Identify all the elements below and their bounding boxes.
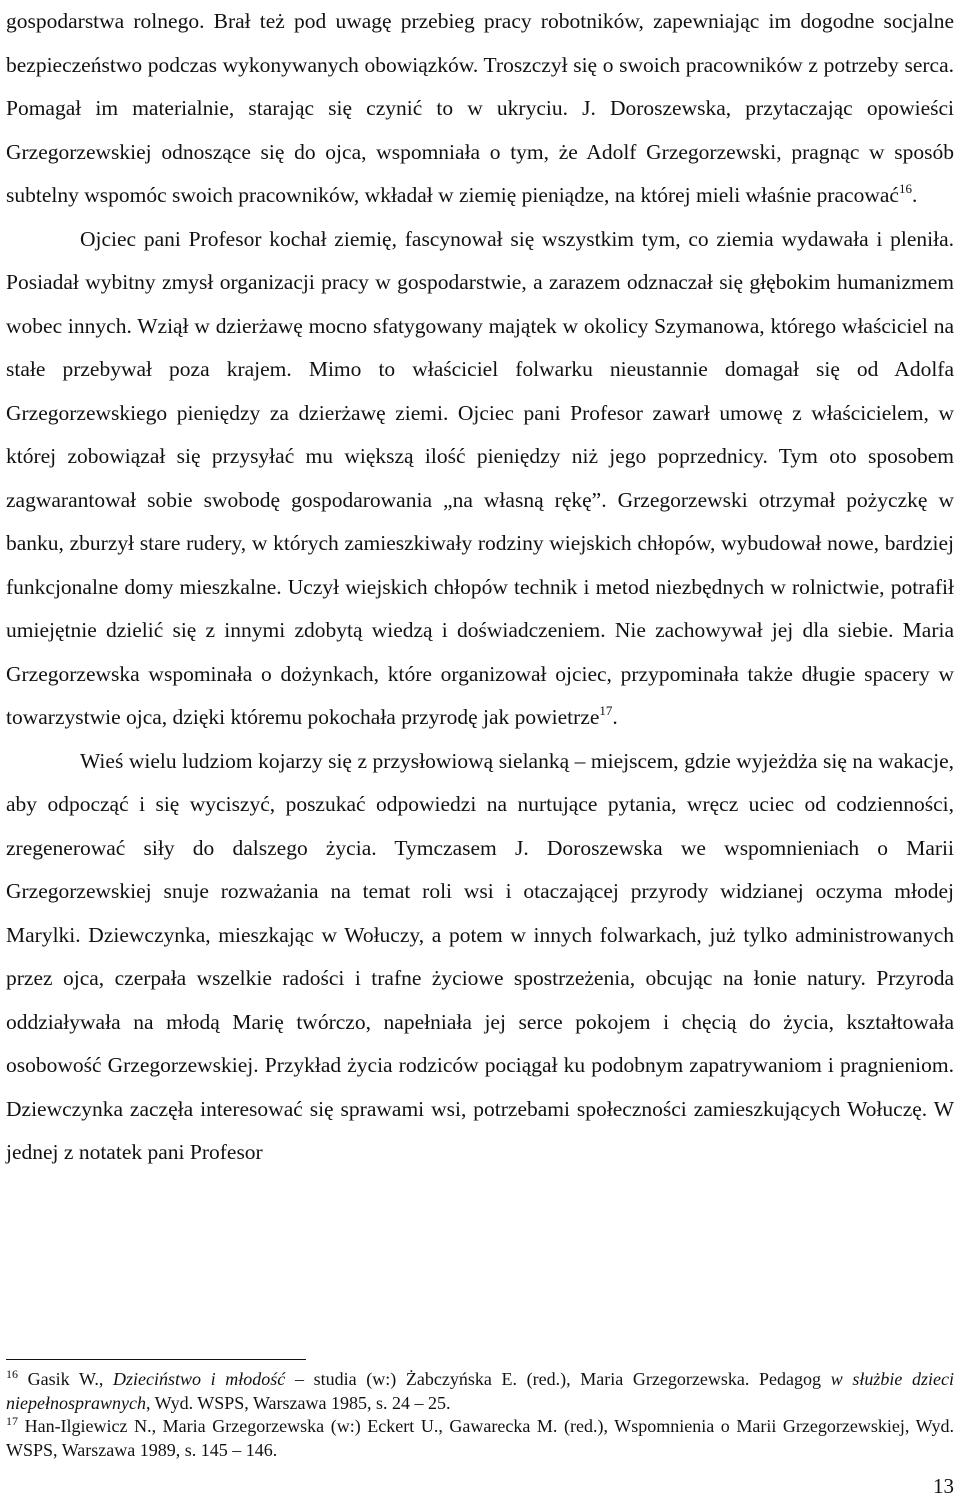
footnote-number: 16 [6, 1367, 18, 1381]
footnotes [6, 1368, 954, 1462]
footnote-title: Dzieciństwo i młodość [112, 1369, 286, 1389]
paragraph-3-text: Wieś wielu ludziom kojarzy się z przysłowiową sielanką – miejscem, gdzie wyjeżdża się na wakacje, aby odpocząć i się wyciszyć, poszukać odpowiedzi na nurtujące pytania, wręcz uciec od codzienności, zregenerować siły do dalszego życia. Tymczasem J. Doroszewska we wspomnieniach o Marii Grzegorzewskiej snuje rozważania na temat roli wsi i otaczającej przyrody widzianej oczyma młodej Marylki. Dziewczynka, mieszkając w Wołuczy, a potem w innych folwarkach, już tylko administrowanych przez ojca, czerpała wszelkie radości i trafne życiowe spostrzeżenia, obcując na łonie natury. Przyroda oddziaływała na młodą Marię twórczo, napełniała jej serce pokojem i chęcią do życia, kształtowała osobowość Grzegorzewskiej. Przykład życia rodziców pociągał ku podobnym zapatrywaniom i pragnieniom. Dziewczynka zaczęła interesować się sprawami wsi, potrzebami społeczności zamieszkujących Wołuczę. W jednej z notatek pani Profesor [6, 748, 954, 1164]
footnote-text: Han-Ilgiewicz N., Maria Grzegorzewska (w:) Eckert U., Gawarecka M. (red.), Wspomnienia o Marii Grzegorzewskiej, Wyd. WSPS, Warszawa 1989, s. 145 – 146. [6, 1416, 954, 1460]
paragraph-2 [6, 218, 954, 740]
footnote-rest: , Wyd. WSPS, Warszawa 1985, s. 24 – 25. [145, 1392, 451, 1413]
paragraph-1-text: gospodarstwa rolnego. Brał też pod uwagę przebieg pracy robotników, zapewniając im dogodne socjalne bezpieczeństwo podczas wykonywanych obowiązków. Troszczył się o swoich pracowników z potrzeby serca. Pomagał im materialnie, starając się czynić to w ukryciu. J. Doroszewska, przytaczając opowieści Grzegorzewskiej odnoszące się do ojca, wspomniała o tym, że Adolf Grzegorzewski, pragnąc w sposób subtelny wspomóc swoich pracowników, wkładał w ziemię pieniądze, na której mieli właśnie pracować [6, 9, 954, 207]
body-text [6, 0, 954, 1175]
footnote-separator [6, 1359, 306, 1360]
footnote-ref-17[interactable]: 17 [599, 703, 613, 718]
paragraph-2-text: Ojciec pani Profesor kochał ziemię, fascynował się wszystkim tym, co ziemia wydawała i pleniła. Posiadał wybitny zmysł organizacji pracy w gospodarstwie, a zarazem odznaczał się głębokim humanizmem wobec innych. Wziął w dzierżawę mocno sfatygowany majątek w okolicy Szymanowa, którego właściciel na stałe przebywał poza krajem. Mimo to właściciel folwarku nieustannie domagał się od Adolfa Grzegorzewskiego pieniędzy za dzierżawę ziemi. Ojciec pani Profesor zawarł umowę z właścicielem, w której zobowiązał się przysyłać mu większą ilość pieniędzy niż jego poprzednicy. Tym oto sposobem zagwarantował sobie swobodę gospodarowania „na własną rękę”. Grzegorzewski otrzymał pożyczkę w banku, zburzył stare rudery, w których zamieszkiwały rodziny wiejskich chłopów, wybudował nowe, bardziej funkcjonalne domy mieszkalne. Uczył wiejskich chłopów technik i metod niezbędnych w rolnictwie, potrafił umiejętnie dzielić się z innymi zdobytą wiedzą i doświadczeniem. Nie zachowywał jej dla siebie. Maria Grzegorzewska wspominała o dożynkach, które organizował ojciec, przypominała także długie spacery w towarzystwie ojca, dzięki któremu pokochała przyrodę jak powietrze [6, 226, 954, 729]
paragraph-1-tail: . [911, 183, 918, 207]
footnote-middle: – studia (w:) Żabczyńska E. (red.), Maria Grzegorzewska. Pedagog [285, 1369, 831, 1389]
paragraph-1 [6, 0, 954, 218]
footnote-16 [6, 1368, 954, 1415]
footnote-author: Gasik W., [27, 1369, 113, 1389]
footnote-17 [6, 1415, 954, 1462]
footnote-number: 17 [6, 1414, 18, 1428]
footnote-ref-16[interactable]: 16 [898, 181, 912, 196]
page-number: 13 [933, 1474, 954, 1498]
footnote-title-2: w służbie dzieci niepełnosprawnych [6, 1369, 954, 1413]
paragraph-3 [6, 740, 954, 1175]
paragraph-2-tail: . [612, 705, 618, 729]
